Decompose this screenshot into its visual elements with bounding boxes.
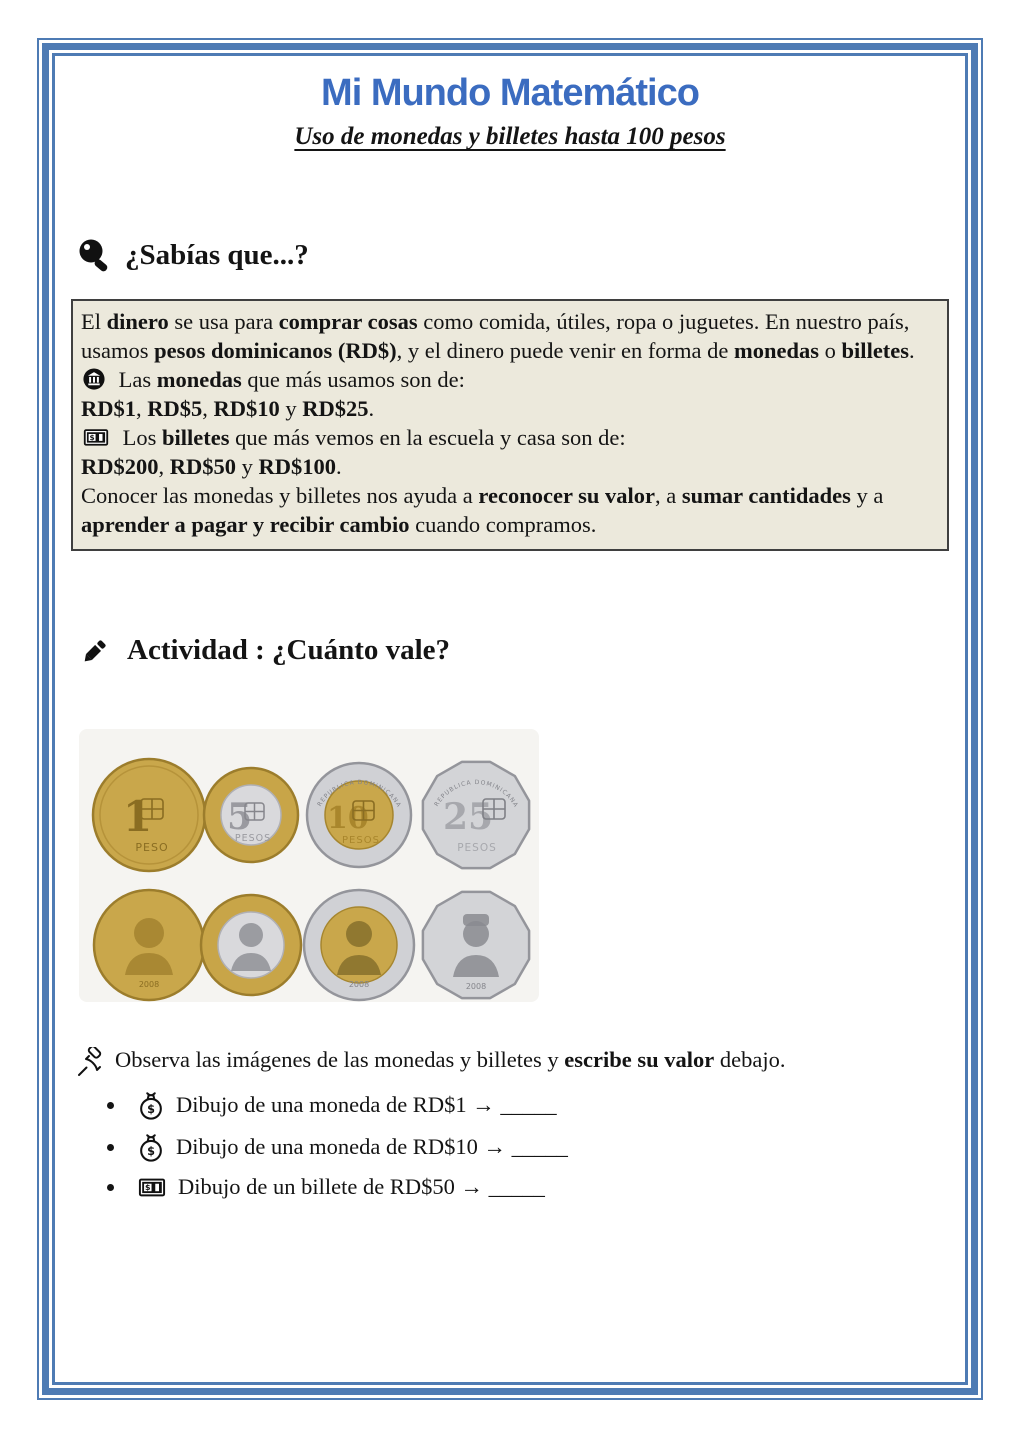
coin-1-peso-back [94,890,204,1000]
svg-text:PESOS: PESOS [342,835,380,846]
svg-text:PESOS: PESOS [457,842,497,854]
page-frame [37,38,983,1400]
coin-5-pesos-back [201,895,301,995]
coins-image [79,729,539,1002]
page-title: Mi Mundo Matemático [321,72,699,114]
section-heading-actividad [77,631,949,669]
money-bag-icon [136,1089,166,1121]
coin-10-pesos-front [307,763,411,867]
page-subtitle: Uso de monedas y billetes hasta 100 pesos [294,123,726,150]
pencil-icon [77,631,115,669]
bullet-dot [107,1184,114,1191]
observa-instruction [75,1045,949,1079]
bullet-list [71,1089,949,1201]
magnifier-icon [77,237,113,273]
bullet-dot [107,1144,114,1151]
section-heading-sabias [77,237,949,273]
worksheet-page [55,56,965,1382]
coin-bank-icon [81,366,107,392]
svg-text:5: 5 [227,796,253,838]
svg-text:2008: 2008 [465,982,487,991]
svg-text:10: 10 [327,801,369,836]
bullet-text: Dibujo de un billete de RD$50 → _____ [178,1174,545,1199]
pushpin-icon [75,1047,107,1079]
actividad-heading-text: Actividad : ¿Cuánto vale? [127,633,451,666]
paragraph-monedas: Las monedas que más usamos son de: [81,365,937,394]
svg-text:$: $ [145,1183,151,1193]
svg-text:25: 25 [443,796,494,838]
list-item [107,1131,949,1163]
coin-5-pesos-front [204,768,298,862]
money-bag-icon [136,1131,166,1163]
page-frame-inner-border [52,53,968,1385]
page-frame-middle-border [42,43,978,1395]
svg-text:2008: 2008 [138,980,160,989]
paragraph-billetes: $ Los billetes que más vemos en la escuela y casa son de: [81,423,937,452]
observa-text: Observa las imágenes de las monedas y billetes y escribe su valor debajo. [115,1047,786,1072]
sabias-heading-text: ¿Sabías que...? [125,238,309,271]
banknote-icon [81,424,111,450]
coin-10-pesos-back [304,890,414,1000]
list-item [107,1173,949,1201]
svg-text:PESO: PESO [135,841,169,854]
paragraph-conocer: Conocer las monedas y billetes nos ayuda a reconocer su valor, a sumar cantidades y a aprender a pagar y recibir cambio cuando compramos. [81,483,884,537]
svg-text:REPUBLICA DOMINICANA: REPUBLICA DOMINICANA [433,779,520,810]
coin-25-pesos-back [423,892,529,998]
list-item [107,1089,949,1121]
svg-text:$: $ [89,432,95,442]
svg-text:$: $ [147,1144,155,1158]
info-box [71,299,949,551]
coin-25-pesos-front [423,762,529,868]
bullet-text: Dibujo de una moneda de RD$10 → _____ [176,1134,568,1159]
paragraph-billetes-values: RD$200, RD$50 y RD$100. [81,454,342,479]
svg-text:PESOS: PESOS [234,833,272,844]
bullet-dot [107,1102,114,1109]
svg-text:REPUBLICA DOMINICANA: REPUBLICA DOMINICANA [316,779,403,810]
bullet-text: Dibujo de una moneda de RD$1 → _____ [176,1092,557,1117]
paragraph-monedas-values: RD$1, RD$5, RD$10 y RD$25. [81,396,375,421]
svg-text:1: 1 [123,792,153,841]
svg-text:$: $ [147,1102,155,1116]
paragraph-intro: El dinero se usa para comprar cosas como comida, útiles, ropa o juguetes. En nuestro país, usamos pesos dominicanos (RD$), y el dinero puede venir en forma de monedas o billetes. [81,309,915,363]
svg-text:2008: 2008 [348,980,370,989]
banknote-icon [136,1173,168,1201]
coin-1-peso-front [93,759,205,871]
